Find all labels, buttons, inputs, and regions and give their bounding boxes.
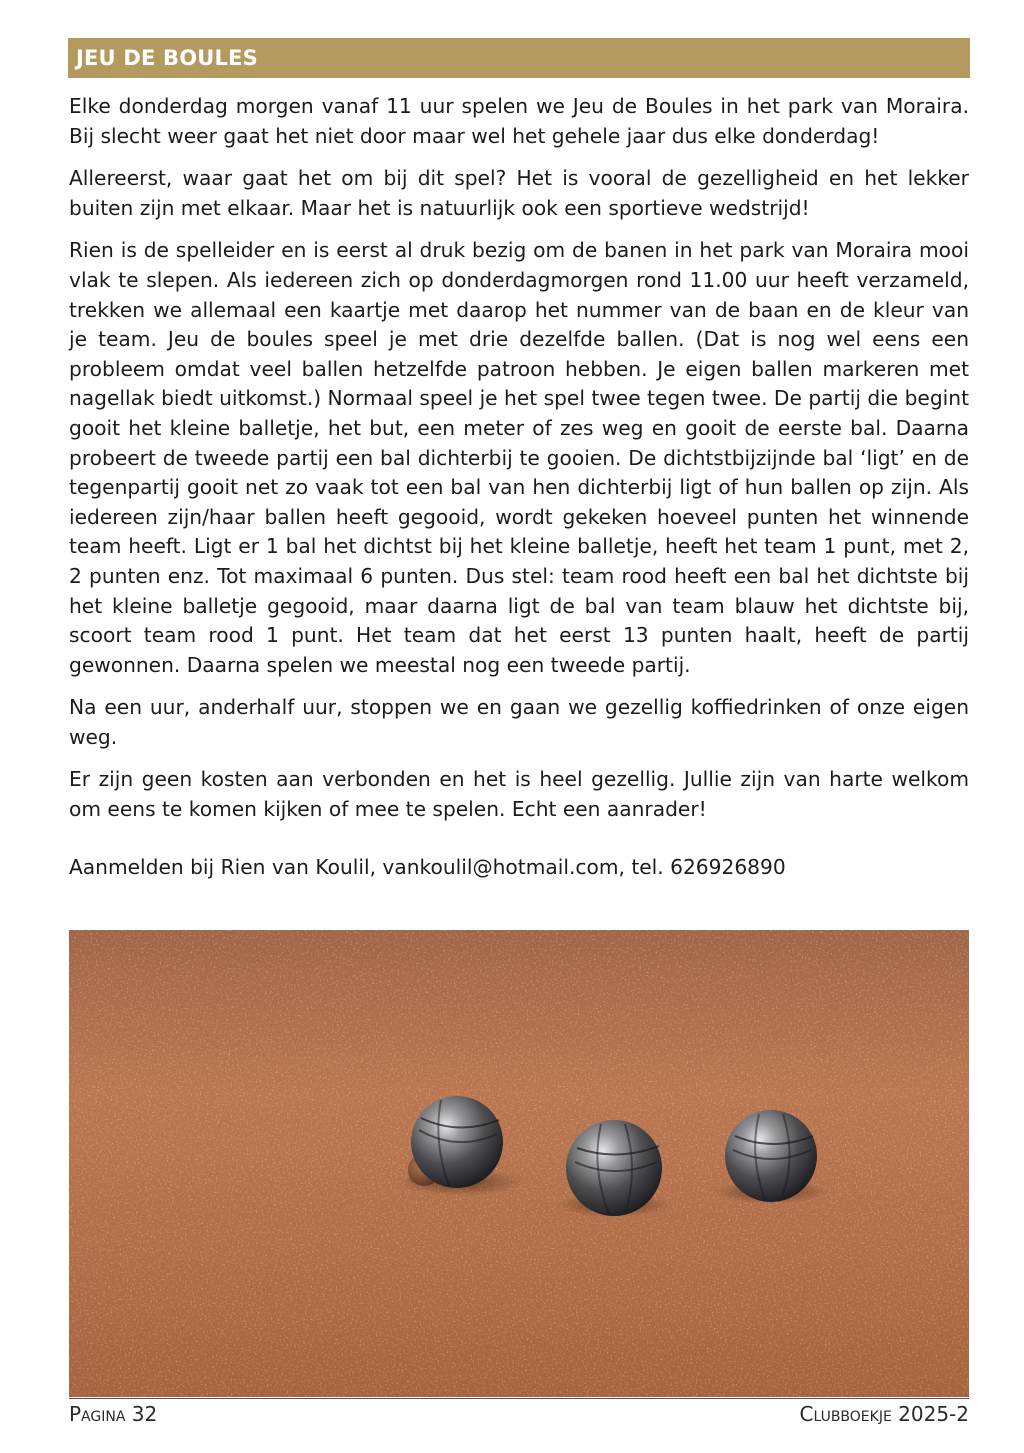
paragraph-rules: Rien is de spelleider en is eerst al druk bezig om de banen in het park van Moraira mooi vlak te slepen. Als iedereen zich op donderdagmorgen rond 11.00 uur heeft verzameld, trekken we allemaal een kaartje met daarop het nummer van de baan en de kleur van je team. Jeu de boules speel je met drie dezelfde ballen. (Dat is nog wel eens een probleem omdat veel ballen hetzelfde patroon hebben. Je eigen ballen markeren met nagellak biedt uitkomst.) Normaal speel je het spel twee tegen twee. De partij die begint gooit het kleine balletje, het but, een meter of zes weg en gooit de eerste bal. Daarna probeert de tweede partij een bal dichterbij te gooien. De dichtstbijzijnde bal ‘ligt’ en de tegenpartij gooit net zo vaak tot een bal van hen dichterbij ligt of hun ballen op zijn. Als iedereen zijn/haar ballen heeft gegooid, wordt gekeken hoeveel punten het winnende team heeft. Ligt er 1 bal het dichtst bij het kleine balletje, heeft het team 1 punt, met 2, 2 punten enz. Tot maximaal 6 punten. Dus stel: team rood heeft een bal het dichtste bij het kleine balletje gegooid, maar daarna ligt de bal van team blauw het dichtste bij, scoort team rood 1 punt. Het team dat het eerst 13 punten haalt, heeft de partij gewonnen. Daarna spelen we meestal nog een tweede partij.	[69, 238, 969, 677]
boule-right	[725, 1110, 817, 1202]
publication-name: Clubboekje 2025-2	[799, 1402, 969, 1426]
section-header-bar	[68, 38, 970, 78]
signup-line: Aanmelden bij Rien van Koulil, vankoulil@hotmail.com, tel. 626926890	[69, 854, 786, 879]
footer-divider	[69, 1398, 969, 1399]
paragraph-after-game: Na een uur, anderhalf uur, stoppen we en gaan we gezellig koffiedrinken of onze eigen weg.	[69, 695, 969, 749]
paragraph-intro: Elke donderdag morgen vanaf 11 uur spelen we Jeu de Boules in het park van Moraira. Bij slecht weer gaat het niet door maar wel het gehele jaar dus elke donderdag!	[69, 94, 969, 148]
boule-middle	[566, 1120, 662, 1216]
boule-left	[411, 1096, 503, 1188]
page-number: Pagina 32	[69, 1402, 158, 1426]
article-body	[69, 92, 969, 895]
paragraph-costs: Er zijn geen kosten aan verbonden en het is heel gezellig. Jullie zijn van harte welkom om eens te komen kijken of mee te spelen. Echt een aanrader!	[69, 767, 969, 822]
section-title: JEU DE BOULES	[76, 46, 258, 70]
boules-photo	[69, 930, 969, 1397]
paragraph-purpose: Allereerst, waar gaat het om bij dit spel? Het is vooral de gezelligheid en het lekker buiten zijn met elkaar. Maar het is natuurlijk ook een sportieve wedstrijd!	[69, 166, 969, 220]
